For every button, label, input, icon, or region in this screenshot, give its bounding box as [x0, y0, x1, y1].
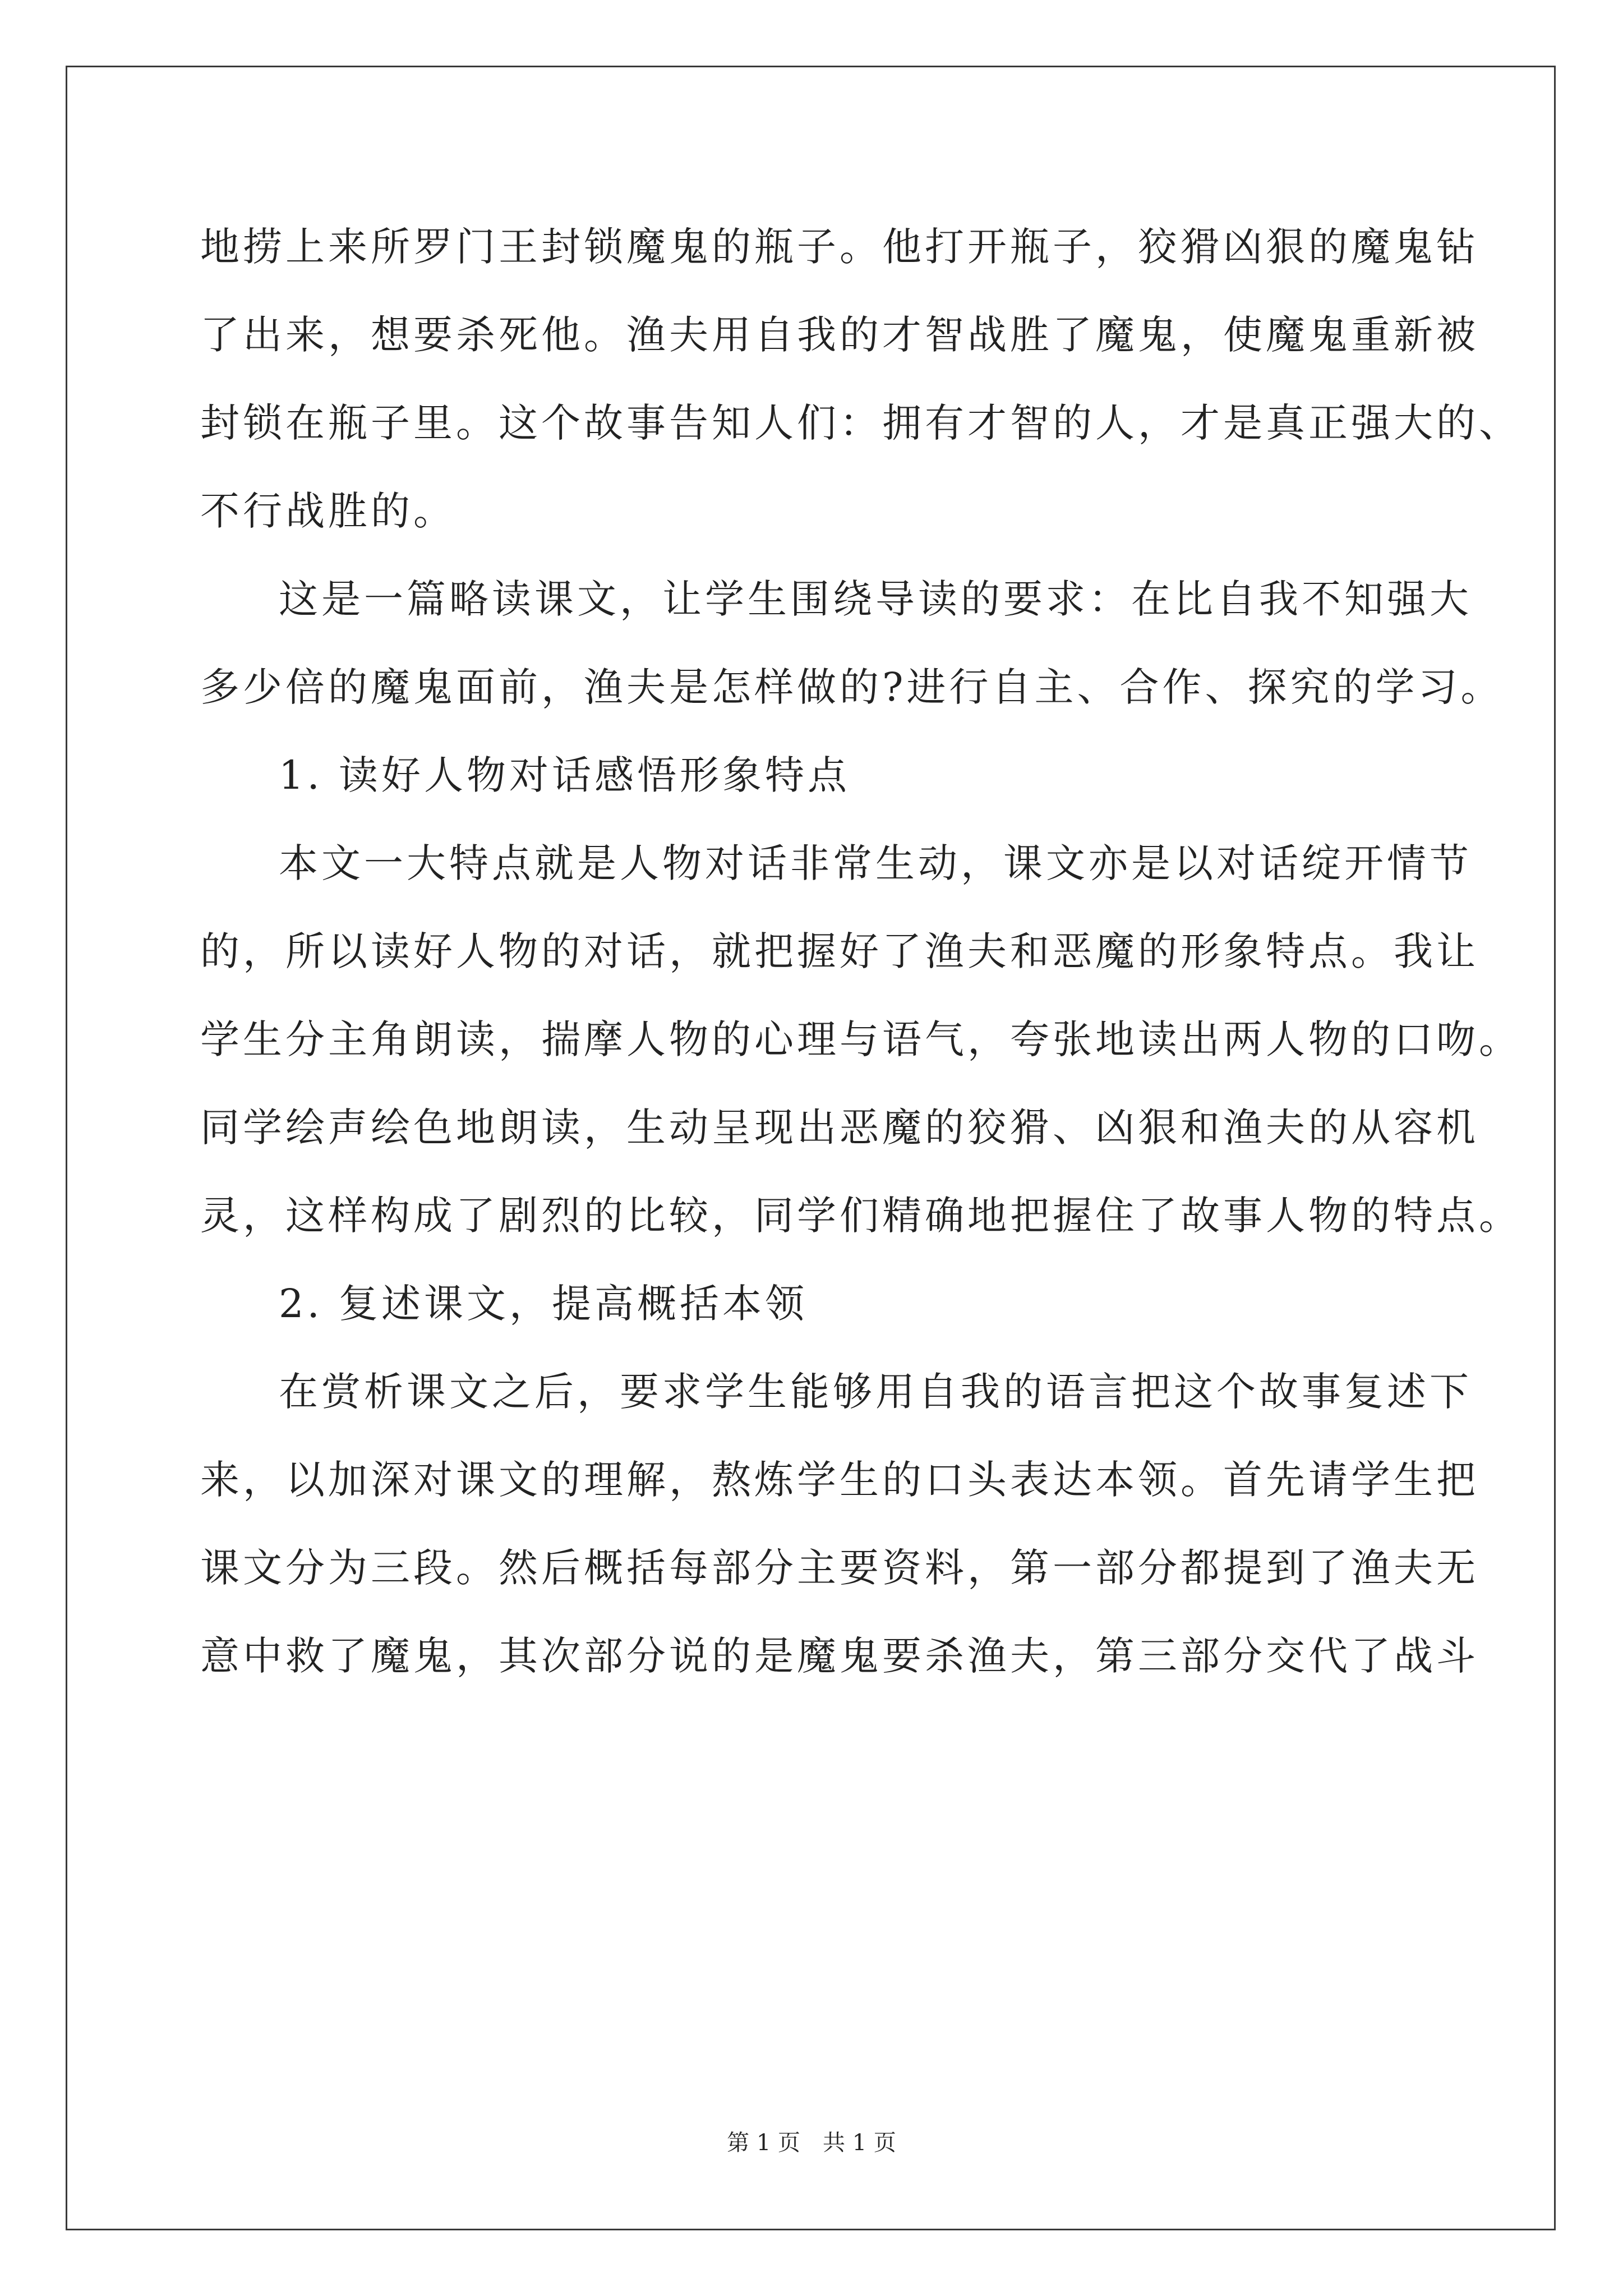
text-line: 了出来，想要杀死他。渔夫用自我的才智战胜了魔鬼，使魔鬼重新被	[200, 312, 1479, 358]
text-line: 意中救了魔鬼，其次部分说的是魔鬼要杀渔夫，第三部分交代了战斗	[200, 1633, 1479, 1679]
text-line: 的，所以读好人物的对话，就把握好了渔夫和恶魔的形象特点。我让	[200, 928, 1479, 974]
text-line: 多少倍的魔鬼面前，渔夫是怎样做的?进行自主、合作、探究的学习。	[200, 664, 1504, 710]
page-number-footer: 第 1 页 共 1 页	[727, 2130, 896, 2156]
text-line: 课文分为三段。然后概括每部分主要资料，第一部分都提到了渔夫无	[200, 1545, 1479, 1591]
paragraph-first-line: 本文一大特点就是人物对话非常生动，课文亦是以对话绽开情节	[279, 840, 1472, 886]
paragraph-first-line: 这是一篇略读课文，让学生围绕导读的要求：在比自我不知强大	[279, 576, 1472, 622]
text-line: 不行战胜的。	[200, 488, 456, 534]
text-line: 地捞上来所罗门王封锁魔鬼的瓶子。他打开瓶子，狡猾凶狠的魔鬼钻	[200, 224, 1479, 270]
text-line: 灵，这样构成了剧烈的比较，同学们精确地把握住了故事人物的特点。	[200, 1193, 1521, 1239]
paragraph-first-line: 在赏析课文之后，要求学生能够用自我的语言把这个故事复述下	[279, 1369, 1472, 1415]
text-line: 学生分主角朗读，揣摩人物的心理与语气，夸张地读出两人物的口吻。	[200, 1016, 1521, 1062]
text-line: 同学绘声绘色地朗读，生动呈现出恶魔的狡猾、凶狠和渔夫的从容机	[200, 1105, 1479, 1151]
section-heading: 2. 复述课文，提高概括本领	[279, 1281, 808, 1327]
section-heading: 1. 读好人物对话感悟形象特点	[279, 752, 851, 798]
text-line: 封锁在瓶子里。这个故事告知人们：拥有才智的人，才是真正强大的、	[200, 400, 1521, 446]
text-line: 来，以加深对课文的理解，熬炼学生的口头表达本领。首先请学生把	[200, 1457, 1479, 1503]
